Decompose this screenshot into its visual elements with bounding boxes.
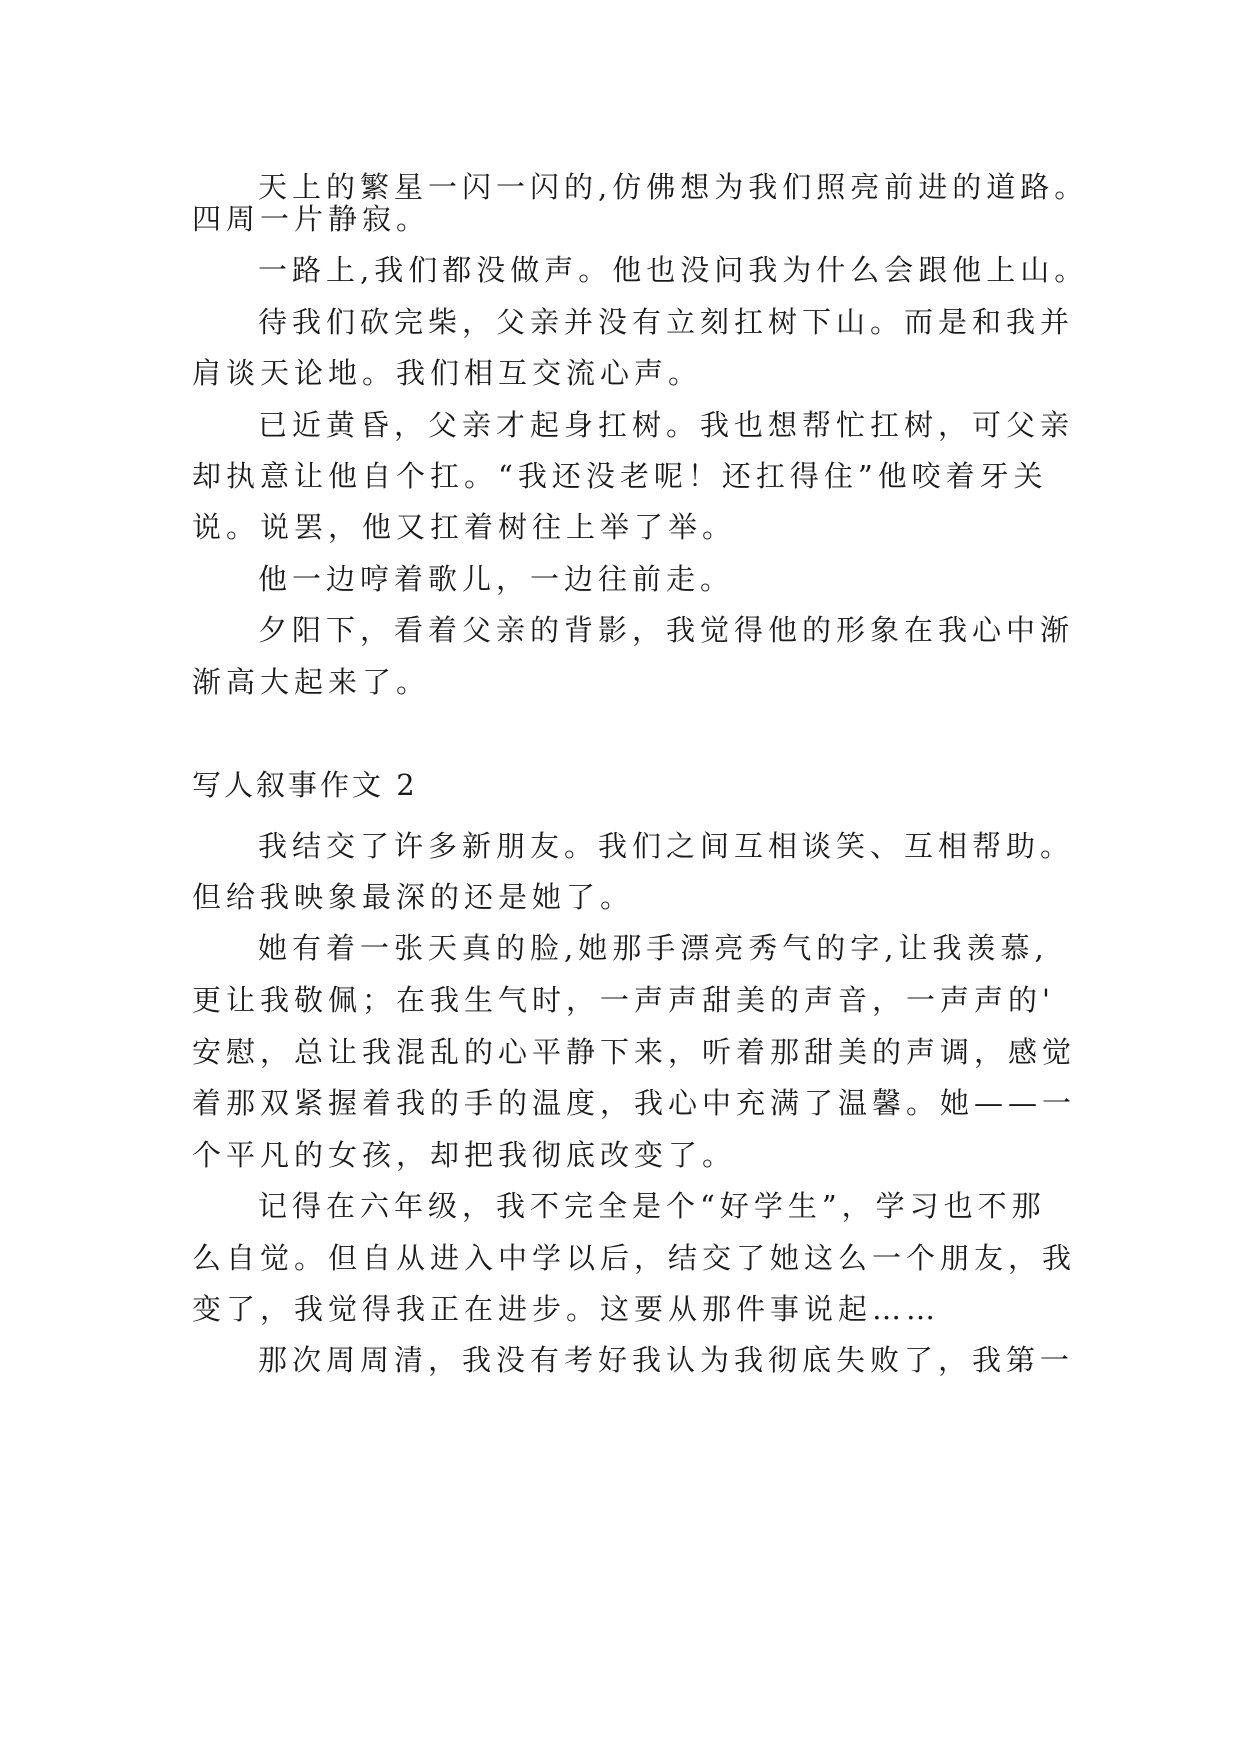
paragraph-line: 变了，我觉得我正在进步。这要从那件事说起…… (192, 1292, 941, 1326)
paragraph-line: 我结交了许多新朋友。我们之间互相谈笑、互相帮助。 (258, 829, 1075, 863)
paragraph-line: 天上的繁星一闪一闪的,仿佛想为我们照亮前进的道路。 (258, 170, 1089, 204)
paragraph-line: 她有着一张天真的脸,她那手漂亮秀气的字,让我羡慕, (258, 931, 1049, 965)
paragraph-line: 却执意让他自个扛。“我还没老呢！还扛得住”他咬着牙关 (192, 459, 1048, 493)
paragraph-line: 安慰，总让我混乱的心平静下来，听着那甜美的声调，感觉 (192, 1035, 1077, 1069)
paragraph-line: 夕阳下，看着父亲的背影，我觉得他的形象在我心中渐 (258, 613, 1075, 647)
paragraph-line: 记得在六年级，我不完全是个“好学生”，学习也不那 (258, 1189, 1046, 1223)
paragraph-line: 肩谈天论地。我们相互交流心声。 (192, 356, 703, 390)
paragraph-line: 但给我映象最深的还是她了。 (192, 880, 635, 914)
paragraph-line: 一路上,我们都没做声。他也没问我为什么会跟他上山。 (258, 253, 1089, 287)
paragraph-line: 渐高大起来了。 (192, 665, 431, 699)
paragraph-line: 已近黄昏，父亲才起身扛树。我也想帮忙扛树，可父亲 (258, 408, 1075, 442)
paragraph-line: 更让我敬佩；在我生气时，一声声甜美的声音，一声声的' (192, 983, 1055, 1017)
paragraph-line: 个平凡的女孩，却把我彻底改变了。 (192, 1138, 737, 1172)
paragraph-line: 四周一片静寂。 (192, 202, 431, 236)
paragraph-line: 说。说罢，他又扛着树往上举了举。 (192, 510, 737, 544)
paragraph-line: 他一边哼着歌儿，一边往前走。 (258, 562, 735, 596)
paragraph-line: 着那双紧握着我的手的温度，我心中充满了温馨。她——一 (192, 1086, 1077, 1120)
paragraph-line: 么自觉。但自从进入中学以后，结交了她这么一个朋友，我 (192, 1241, 1077, 1275)
paragraph-line: 那次周周清，我没有考好我认为我彻底失败了，我第一 (258, 1343, 1075, 1377)
paragraph-line: 待我们砍完柴，父亲并没有立刻扛树下山。而是和我并 (258, 305, 1075, 339)
section-heading: 写人叙事作文 2 (192, 768, 418, 802)
